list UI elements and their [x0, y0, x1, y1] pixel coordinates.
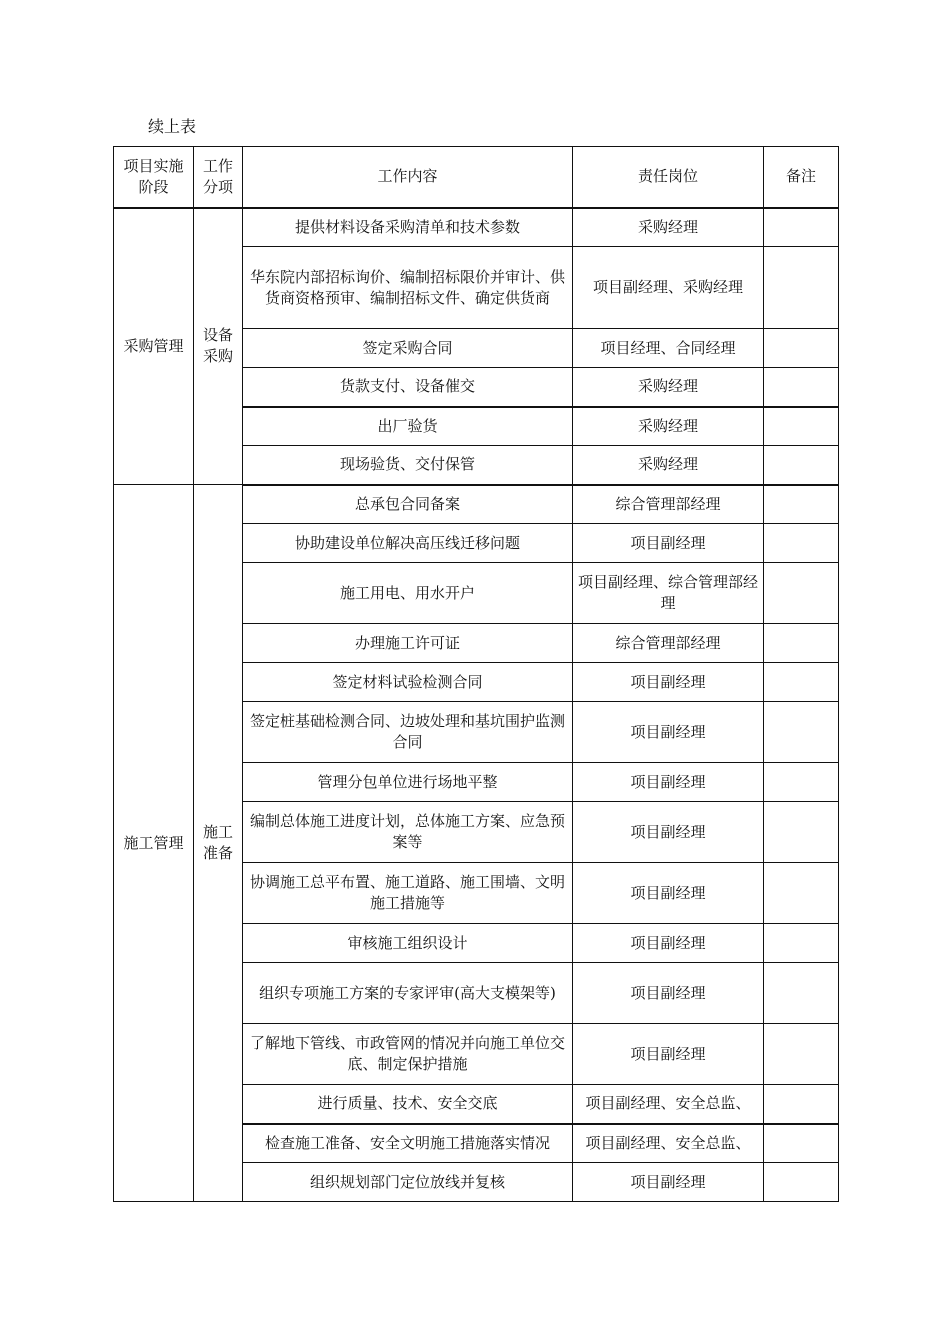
role-cell: 采购经理 [573, 446, 764, 485]
content-cell: 现场验货、交付保管 [243, 446, 573, 485]
content-cell: 管理分包单位进行场地平整 [243, 763, 573, 802]
content-cell: 华东院内部招标询价、编制招标限价并审计、供货商资格预审、编制招标文件、确定供货商 [243, 247, 573, 329]
content-cell: 签定桩基础检测合同、边坡处理和基坑围护监测合同 [243, 702, 573, 763]
note-cell [764, 802, 839, 863]
note-cell [764, 863, 839, 924]
role-cell: 采购经理 [573, 407, 764, 446]
role-cell: 项目副经理 [573, 1163, 764, 1202]
header-note: 备注 [764, 147, 839, 208]
note-cell [764, 247, 839, 329]
note-cell [764, 407, 839, 446]
note-cell [764, 485, 839, 524]
note-cell [764, 208, 839, 247]
note-cell [764, 663, 839, 702]
content-cell: 了解地下管线、市政管网的情况并向施工单位交底、制定保护措施 [243, 1024, 573, 1085]
role-cell: 项目副经理、采购经理 [573, 247, 764, 329]
content-cell: 协调施工总平布置、施工道路、施工围墙、文明施工措施等 [243, 863, 573, 924]
role-cell: 项目副经理 [573, 802, 764, 863]
table-caption: 续上表 [148, 117, 197, 136]
work-table [113, 146, 839, 1202]
table-row [114, 208, 839, 247]
role-cell: 综合管理部经理 [573, 485, 764, 524]
role-cell: 项目副经理 [573, 763, 764, 802]
role-cell: 项目副经理 [573, 924, 764, 963]
role-cell: 项目副经理 [573, 702, 764, 763]
role-cell: 项目副经理 [573, 663, 764, 702]
content-cell: 货款支付、设备催交 [243, 368, 573, 407]
subitem-cell: 施工准备 [194, 485, 243, 1202]
role-cell: 采购经理 [573, 208, 764, 247]
role-cell: 项目副经理 [573, 963, 764, 1024]
note-cell [764, 924, 839, 963]
role-cell: 项目副经理、安全总监、 [573, 1085, 764, 1124]
note-cell [764, 963, 839, 1024]
stage-cell: 采购管理 [114, 208, 194, 485]
stage-cell: 施工管理 [114, 485, 194, 1202]
role-cell: 项目副经理 [573, 863, 764, 924]
content-cell: 出厂验货 [243, 407, 573, 446]
content-cell: 协助建设单位解决高压线迁移问题 [243, 524, 573, 563]
content-cell: 进行质量、技术、安全交底 [243, 1085, 573, 1124]
content-cell: 签定材料试验检测合同 [243, 663, 573, 702]
role-cell: 项目副经理、安全总监、 [573, 1124, 764, 1163]
header-subitem: 工作分项 [194, 147, 243, 208]
note-cell [764, 524, 839, 563]
note-cell [764, 1124, 839, 1163]
note-cell [764, 368, 839, 407]
note-cell [764, 1024, 839, 1085]
content-cell: 提供材料设备采购清单和技术参数 [243, 208, 573, 247]
header-stage: 项目实施阶段 [114, 147, 194, 208]
subitem-cell: 设备采购 [194, 208, 243, 485]
note-cell [764, 763, 839, 802]
role-cell: 综合管理部经理 [573, 624, 764, 663]
note-cell [764, 329, 839, 368]
content-cell: 总承包合同备案 [243, 485, 573, 524]
role-cell: 项目经理、合同经理 [573, 329, 764, 368]
role-cell: 项目副经理、综合管理部经理 [573, 563, 764, 624]
note-cell [764, 702, 839, 763]
content-cell: 组织规划部门定位放线并复核 [243, 1163, 573, 1202]
note-cell [764, 446, 839, 485]
content-cell: 编制总体施工进度计划，总体施工方案、应急预案等 [243, 802, 573, 863]
content-cell: 审核施工组织设计 [243, 924, 573, 963]
table-row [114, 485, 839, 524]
note-cell [764, 563, 839, 624]
table-header-row [114, 147, 839, 208]
header-role: 责任岗位 [573, 147, 764, 208]
header-content: 工作内容 [243, 147, 573, 208]
content-cell: 检查施工准备、安全文明施工措施落实情况 [243, 1124, 573, 1163]
role-cell: 项目副经理 [573, 524, 764, 563]
content-cell: 签定采购合同 [243, 329, 573, 368]
content-cell: 施工用电、用水开户 [243, 563, 573, 624]
content-cell: 办理施工许可证 [243, 624, 573, 663]
role-cell: 采购经理 [573, 368, 764, 407]
content-cell: 组织专项施工方案的专家评审(高大支模架等) [243, 963, 573, 1024]
role-cell: 项目副经理 [573, 1024, 764, 1085]
note-cell [764, 624, 839, 663]
note-cell [764, 1163, 839, 1202]
note-cell [764, 1085, 839, 1124]
